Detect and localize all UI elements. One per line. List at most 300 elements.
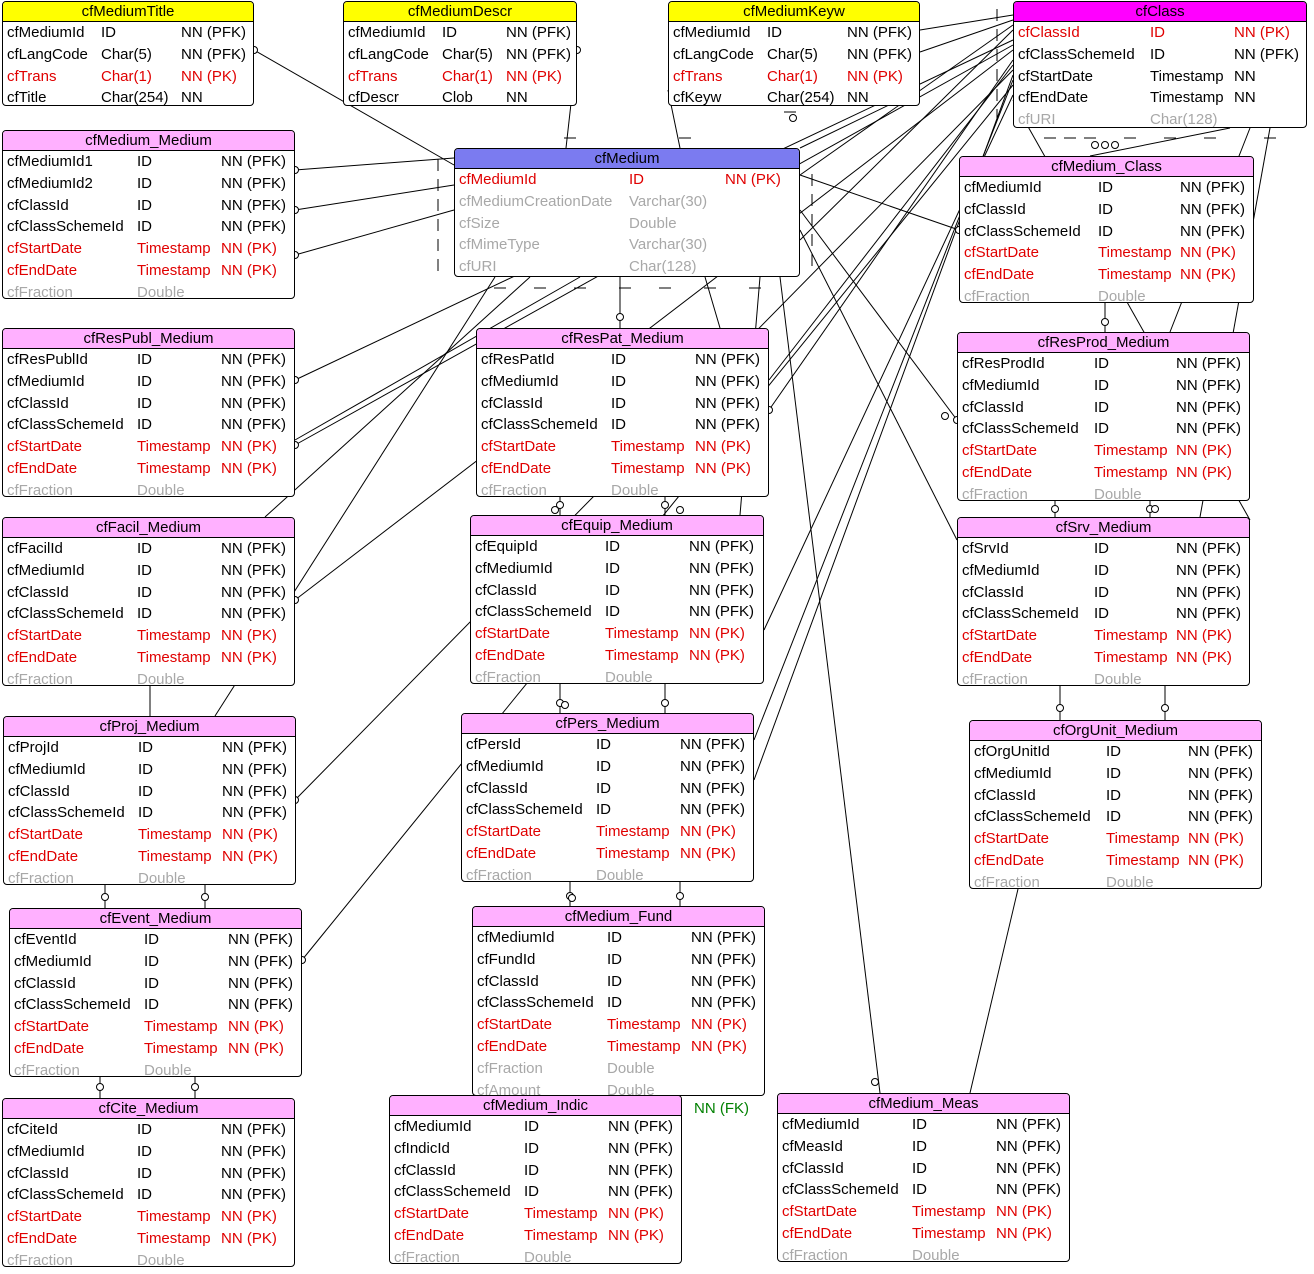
optional-cardinality-marker [677, 893, 684, 900]
attribute-row [473, 1058, 764, 1080]
attribute-row [10, 951, 301, 973]
attribute-name: cfClassId [7, 583, 69, 601]
attribute-type: Double [607, 1081, 655, 1096]
entity-title: cfFacil_Medium [3, 518, 294, 538]
attribute-name: cfStartDate [974, 830, 1050, 848]
attribute-name: cfClassSchemeId [466, 801, 583, 819]
entity-title: cfMediumDescr [344, 2, 576, 22]
attribute-name: cfTrans [348, 67, 398, 85]
attribute-row [462, 821, 753, 843]
entity-cfrespat-medium[interactable] [476, 328, 769, 497]
attribute-key: NN (PFK) [221, 196, 286, 214]
attribute-row [3, 1250, 294, 1267]
attribute-type: ID [144, 952, 159, 970]
attribute-key: NN (PFK) [221, 1164, 286, 1182]
attribute-key: NN (PFK) [221, 394, 286, 412]
attribute-row [390, 1203, 681, 1225]
attribute-name: cfFraction [481, 481, 547, 497]
attribute-name: cfLangCode [7, 45, 88, 63]
attribute-row [669, 44, 919, 66]
attribute-key: NN (PK) [695, 459, 751, 477]
attribute-name: cfClassSchemeId [7, 605, 124, 623]
attribute-row [4, 802, 295, 824]
attribute-name: cfMediumId [459, 171, 537, 188]
entity-cfmediumtitle[interactable] [2, 1, 254, 106]
optional-cardinality-marker [1162, 705, 1169, 712]
attribute-type: ID [912, 1159, 927, 1177]
entity-title: cfMedium_Fund [473, 907, 764, 927]
attribute-row [3, 538, 294, 560]
attribute-row [960, 242, 1253, 264]
attribute-type: Timestamp [605, 625, 679, 643]
optional-cardinality-marker [569, 895, 576, 902]
entity-title: cfClass [1014, 2, 1306, 22]
attribute-key: NN (PFK) [689, 581, 754, 599]
entity-title: cfCite_Medium [3, 1099, 294, 1119]
attribute-row [960, 221, 1253, 243]
attribute-name: cfClassSchemeId [14, 996, 131, 1014]
attribute-type: Double [1094, 485, 1142, 501]
attribute-name: cfClassId [14, 974, 76, 992]
attribute-row [3, 151, 294, 173]
attribute-row [669, 87, 919, 106]
attribute-key: NN (PFK) [222, 739, 287, 756]
entity-title: cfResPat_Medium [477, 329, 768, 349]
attribute-type: ID [607, 994, 622, 1012]
attribute-name: cfClassSchemeId [962, 605, 1079, 623]
attribute-name: cfClassSchemeId [481, 416, 598, 434]
attribute-type: ID [1094, 355, 1109, 372]
attribute-name: cfClassSchemeId [964, 222, 1081, 240]
attribute-key: NN (PFK) [1176, 376, 1241, 394]
attribute-key: NN (PK) [221, 1229, 277, 1247]
attribute-type: Timestamp [524, 1226, 598, 1244]
attribute-type: ID [144, 996, 159, 1014]
attribute-row [477, 458, 768, 480]
attribute-type: ID [605, 538, 620, 555]
attribute-name: cfStartDate [466, 823, 542, 841]
attribute-key: NN (PFK) [222, 804, 287, 822]
attribute-key: NN (PFK) [680, 736, 745, 753]
attribute-type: ID [607, 972, 622, 990]
optional-cardinality-marker [552, 507, 559, 514]
optional-cardinality-marker [1092, 142, 1099, 149]
attribute-type: Timestamp [607, 1016, 681, 1034]
attribute-type: ID [137, 1121, 152, 1138]
entity-cfsrv-medium[interactable] [957, 517, 1250, 686]
attribute-key: NN (PK) [695, 438, 751, 456]
entity-cfmedium-medium[interactable] [2, 130, 295, 299]
attribute-row [4, 846, 295, 868]
entity-cfmediumkeyw[interactable] [668, 1, 920, 106]
attribute-row [778, 1245, 1069, 1262]
attribute-row [3, 1119, 294, 1141]
attribute-type: ID [1150, 45, 1165, 63]
attribute-type: Double [1094, 670, 1142, 686]
attribute-type: Timestamp [137, 438, 211, 456]
attribute-row [477, 371, 768, 393]
attribute-key: NN (PFK) [695, 351, 760, 368]
attribute-name: cfStartDate [481, 438, 557, 456]
attribute-row [473, 1014, 764, 1036]
attribute-type: ID [605, 559, 620, 577]
attribute-row [473, 1080, 764, 1096]
attribute-type: ID [1094, 561, 1109, 579]
attribute-type: ID [137, 605, 152, 623]
attribute-name: cfMediumId [962, 561, 1040, 579]
optional-cardinality-marker [1102, 142, 1109, 149]
attribute-key: NN (PFK) [181, 45, 246, 63]
attribute-type: Double [912, 1246, 960, 1262]
attribute-row [455, 234, 799, 256]
attribute-key: NN (PFK) [228, 996, 293, 1014]
attribute-row [1014, 87, 1306, 109]
attribute-key: NN (PK) [608, 1226, 664, 1244]
attribute-key: NN (PK) [221, 648, 277, 666]
attribute-key: NN (PFK) [1180, 179, 1245, 196]
attribute-name: cfPersId [466, 736, 522, 753]
attribute-type: Timestamp [138, 826, 212, 844]
attribute-key: NN (PK) [691, 1037, 747, 1055]
attribute-key: NN (PK) [725, 171, 781, 188]
attribute-type: ID [137, 174, 152, 192]
entity-cfmedium-class[interactable] [959, 156, 1254, 303]
attribute-type: Double [137, 481, 185, 497]
attribute-type: Double [611, 481, 659, 497]
attribute-name: cfClassSchemeId [1018, 45, 1135, 63]
attribute-row [1014, 66, 1306, 88]
entity-title: cfMedium_Indic [390, 1096, 681, 1116]
attribute-type: ID [611, 394, 626, 412]
attribute-type: Timestamp [611, 438, 685, 456]
attribute-key: NN (PFK) [222, 760, 287, 778]
attribute-name: cfClassSchemeId [7, 218, 124, 236]
attribute-key: NN (PK) [1188, 830, 1244, 848]
attribute-name: cfEndDate [475, 646, 546, 664]
attribute-key: NN (PK) [1188, 851, 1244, 869]
attribute-name: cfSize [459, 214, 500, 232]
attribute-type: ID [1106, 808, 1121, 826]
attribute-key: NN (PFK) [847, 24, 912, 41]
attribute-type: Char(1) [767, 67, 818, 85]
attribute-key: NN (PFK) [221, 605, 286, 623]
attribute-type: ID [1094, 583, 1109, 601]
attribute-row [455, 256, 799, 277]
attribute-row [958, 462, 1249, 484]
entity-cfmedium-indic[interactable] [389, 1095, 682, 1264]
attribute-name: cfMediumId1 [7, 153, 93, 170]
attribute-type: ID [138, 782, 153, 800]
entity-cfmedium-meas[interactable] [777, 1093, 1070, 1262]
attribute-name: cfTrans [673, 67, 723, 85]
attribute-key: NN (PK) [680, 823, 736, 841]
attribute-key: NN (PK) [1180, 266, 1236, 284]
attribute-type: ID [596, 779, 611, 797]
attribute-type: ID [137, 351, 152, 368]
attribute-name: cfClassSchemeId [475, 603, 592, 621]
entity-cfmediumdescr[interactable] [343, 1, 577, 106]
entity-cffacil-medium[interactable] [2, 517, 295, 686]
attribute-type: ID [138, 804, 153, 822]
attribute-name: cfEndDate [962, 648, 1033, 666]
attribute-key: NN (PK) [689, 625, 745, 643]
attribute-row [3, 260, 294, 282]
attribute-key: NN (PK) [1176, 442, 1232, 460]
attribute-key: NN (PFK) [221, 1121, 286, 1138]
attribute-row [970, 828, 1261, 850]
attribute-name: cfEndDate [7, 459, 78, 477]
attribute-name: cfMediumId [14, 952, 92, 970]
attribute-row [4, 737, 295, 759]
attribute-name: cfClassId [475, 581, 537, 599]
attribute-key: NN (PFK) [221, 1142, 286, 1160]
optional-cardinality-marker [662, 502, 669, 509]
attribute-row [3, 669, 294, 686]
attribute-type: ID [137, 583, 152, 601]
entity-cfproj-medium[interactable] [3, 716, 296, 885]
attribute-name: cfClassId [7, 1164, 69, 1182]
attribute-type: ID [767, 24, 782, 41]
attribute-name: cfEndDate [974, 851, 1045, 869]
attribute-row [1014, 109, 1306, 128]
attribute-name: cfClassSchemeId [8, 804, 125, 822]
attribute-row [3, 393, 294, 415]
attribute-type: ID [1094, 376, 1109, 394]
attribute-type: ID [596, 736, 611, 753]
attribute-name: cfMediumId [394, 1118, 472, 1135]
entity-title: cfResProd_Medium [958, 333, 1249, 353]
attribute-name: cfStartDate [964, 244, 1040, 262]
attribute-name: cfStartDate [962, 627, 1038, 645]
attribute-type: Timestamp [144, 1039, 218, 1057]
attribute-name: cfDescr [348, 89, 399, 106]
attribute-name: cfURI [1018, 111, 1056, 128]
attribute-key: NN (PK) [847, 67, 903, 85]
attribute-name: cfEndDate [1018, 89, 1089, 107]
entity-title: cfProj_Medium [4, 717, 295, 737]
attribute-key: NN (PK) [221, 1208, 277, 1226]
attribute-type: ID [607, 929, 622, 946]
attribute-row [970, 872, 1261, 889]
attribute-row [958, 538, 1249, 560]
attribute-type: ID [137, 561, 152, 579]
entity-cfclass[interactable] [1013, 1, 1307, 128]
attribute-name: cfEndDate [466, 844, 537, 862]
attribute-row [10, 1060, 301, 1077]
attribute-type: ID [611, 351, 626, 368]
attribute-key: NN (PFK) [1180, 200, 1245, 218]
attribute-key: NN (PFK) [1176, 420, 1241, 438]
attribute-key: NN (PFK) [1176, 561, 1241, 579]
relationship-line [295, 158, 454, 170]
attribute-row [960, 264, 1253, 286]
attribute-key: NN (PK) [1180, 244, 1236, 262]
optional-cardinality-marker [790, 115, 797, 122]
attribute-key: NN (PFK) [680, 779, 745, 797]
attribute-key: NN (PFK) [996, 1159, 1061, 1177]
attribute-name: cfClassId [782, 1159, 844, 1177]
attribute-type: ID [137, 540, 152, 557]
entity-cforgunit-medium[interactable] [969, 720, 1262, 889]
entity-title: cfMediumKeyw [669, 2, 919, 22]
attribute-type: ID [607, 950, 622, 968]
attribute-row [3, 195, 294, 217]
attribute-key: NN (PFK) [680, 801, 745, 819]
attribute-name: cfMediumId [7, 24, 85, 41]
entity-cfequip-medium[interactable] [470, 515, 764, 684]
attribute-type: Varchar(30) [629, 192, 708, 210]
attribute-key: NN (PK) [996, 1224, 1052, 1242]
attribute-row [958, 560, 1249, 582]
attribute-key: NN (PFK) [221, 416, 286, 434]
attribute-type: Timestamp [1150, 89, 1224, 107]
attribute-type: Double [1106, 873, 1154, 889]
attribute-row [970, 850, 1261, 872]
relationship-line [920, 15, 1013, 30]
attribute-row [471, 580, 763, 602]
attribute-name: cfMediumId [475, 559, 553, 577]
relationship-line [920, 20, 1013, 52]
attribute-type: ID [912, 1181, 927, 1199]
attribute-name: cfMediumId [348, 24, 426, 41]
optional-cardinality-marker [97, 1084, 104, 1091]
attribute-key: NN (PFK) [695, 394, 760, 412]
attribute-type: Timestamp [138, 847, 212, 865]
attribute-name: cfEndDate [964, 266, 1035, 284]
attribute-name: cfStartDate [962, 442, 1038, 460]
entity-cfresprod-medium[interactable] [957, 332, 1250, 501]
attribute-row [778, 1114, 1069, 1136]
attribute-row [477, 393, 768, 415]
attribute-type: ID [1098, 179, 1113, 196]
attribute-row [473, 1036, 764, 1058]
attribute-name: cfMediumCreationDate [459, 192, 613, 210]
attribute-type: Timestamp [596, 823, 670, 841]
attribute-name: cfStartDate [1018, 67, 1094, 85]
attribute-name: cfTrans [7, 67, 57, 85]
attribute-name: cfClassId [962, 398, 1024, 416]
attribute-row [958, 375, 1249, 397]
attribute-name: cfClassSchemeId [782, 1181, 899, 1199]
attribute-row [970, 763, 1261, 785]
attribute-type: ID [137, 416, 152, 434]
optional-cardinality-marker [662, 700, 669, 707]
attribute-key: NN (PFK) [221, 174, 286, 192]
attribute-row [778, 1223, 1069, 1245]
optional-cardinality-marker [562, 702, 569, 709]
attribute-row [1014, 44, 1306, 66]
attribute-type: Timestamp [1094, 648, 1168, 666]
attribute-key: NN (PFK) [996, 1181, 1061, 1199]
attribute-name: cfFundId [477, 950, 536, 968]
attribute-type: ID [1094, 540, 1109, 557]
attribute-row [390, 1160, 681, 1182]
attribute-key: NN (PK) [691, 1016, 747, 1034]
attribute-type: ID [442, 24, 457, 41]
attribute-row [10, 929, 301, 951]
attribute-name: cfMediumId [974, 764, 1052, 782]
attribute-key: NN (PFK) [1188, 764, 1253, 782]
attribute-row [958, 625, 1249, 647]
attribute-type: Timestamp [137, 459, 211, 477]
attribute-key: NN (PK) [689, 646, 745, 664]
attribute-name: cfClassId [962, 583, 1024, 601]
attribute-type: Timestamp [137, 1229, 211, 1247]
attribute-name: cfEndDate [14, 1039, 85, 1057]
attribute-key: NN (PK) [228, 1039, 284, 1057]
attribute-key: NN (PK) [221, 240, 277, 258]
attribute-type: Timestamp [605, 646, 679, 664]
attribute-type: Timestamp [1098, 244, 1172, 262]
attribute-key: NN (PFK) [695, 416, 760, 434]
attribute-type: ID [1106, 743, 1121, 760]
optional-cardinality-marker [1052, 506, 1059, 513]
attribute-key: NN (PK) [221, 627, 277, 645]
attribute-key: NN (PK) [181, 67, 237, 85]
entity-title: cfMedium_Medium [3, 131, 294, 151]
entity-cfevent-medium[interactable] [9, 908, 302, 1077]
attribute-row [958, 669, 1249, 686]
attribute-name: cfEndDate [7, 261, 78, 279]
attribute-type: ID [137, 218, 152, 236]
attribute-name: cfClassId [466, 779, 528, 797]
attribute-name: cfStartDate [782, 1203, 858, 1221]
entity-title: cfMediumTitle [3, 2, 253, 22]
attribute-row [455, 213, 799, 235]
attribute-key: NN [1234, 67, 1256, 85]
attribute-row [3, 371, 294, 393]
attribute-name: cfClassId [8, 782, 70, 800]
attribute-row [10, 994, 301, 1016]
attribute-type: ID [596, 801, 611, 819]
attribute-type: Char(5) [767, 45, 818, 63]
optional-cardinality-marker [1057, 705, 1064, 712]
entity-cfpers-medium[interactable] [461, 713, 754, 882]
attribute-name: cfResProdId [962, 355, 1045, 372]
attribute-row [344, 22, 576, 44]
attribute-row [344, 66, 576, 88]
relationship-line [705, 277, 720, 328]
attribute-type: ID [144, 974, 159, 992]
attribute-type: ID [101, 24, 116, 41]
entity-cfmedium-fund[interactable] [472, 906, 765, 1096]
optional-cardinality-marker [192, 1084, 199, 1091]
entity-cfcite-medium[interactable] [2, 1098, 295, 1267]
attribute-name: cfEndDate [7, 648, 78, 666]
attribute-row [3, 22, 253, 44]
entity-title: cfEquip_Medium [471, 516, 763, 536]
attribute-type: Varchar(30) [629, 236, 708, 254]
attribute-name: cfClassSchemeId [974, 808, 1091, 826]
attribute-type: ID [137, 394, 152, 412]
optional-cardinality-marker [617, 314, 624, 321]
attribute-name: cfURI [459, 258, 497, 276]
attribute-type: Double [524, 1248, 572, 1264]
entity-cfmedium[interactable] [454, 148, 800, 277]
relationship-line [800, 230, 957, 540]
attribute-row [462, 865, 753, 882]
attribute-name: cfEndDate [394, 1226, 465, 1244]
attribute-row [455, 169, 799, 191]
attribute-row [3, 1184, 294, 1206]
attribute-row [10, 1016, 301, 1038]
attribute-key: NN (PK) [1176, 463, 1232, 481]
attribute-type: Double [1098, 287, 1146, 303]
entity-cfrespubl-medium[interactable] [2, 328, 295, 497]
attribute-row [390, 1116, 681, 1138]
attribute-type: ID [1106, 764, 1121, 782]
attribute-name: cfClassId [964, 200, 1026, 218]
